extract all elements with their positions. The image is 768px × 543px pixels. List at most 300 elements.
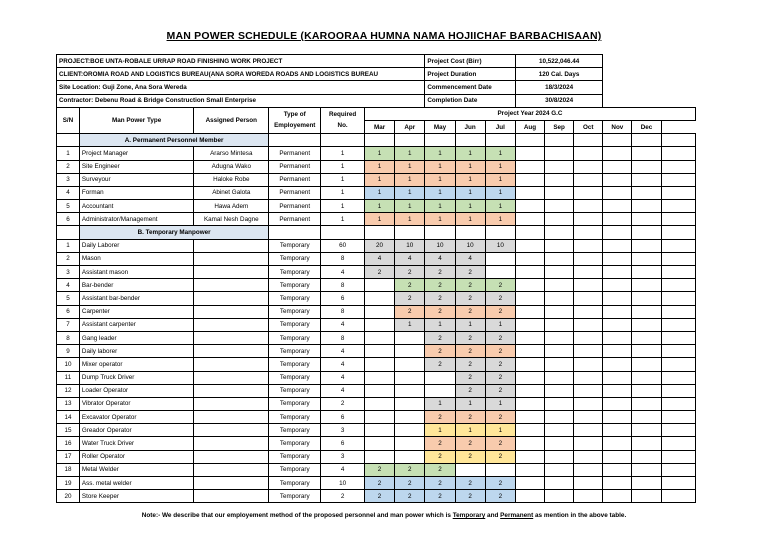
project-info-value: 30/8/2024 — [515, 94, 602, 107]
row-month-value: 2 — [395, 477, 425, 490]
row-month-value: 2 — [455, 411, 485, 424]
row-month-value: 2 — [395, 292, 425, 305]
row-month-value: 2 — [425, 477, 455, 490]
row-required-no: 4 — [321, 358, 365, 371]
row-month-value — [545, 186, 574, 199]
row-employment-type: Temporary — [269, 424, 321, 437]
row-month-value: 1 — [455, 200, 485, 213]
cell — [574, 134, 603, 147]
row-month-value: 1 — [364, 160, 394, 173]
project-info-key: Project Duration — [425, 68, 516, 81]
manpower-schedule-table — [56, 54, 696, 503]
table-row — [57, 358, 696, 371]
row-month-value — [603, 147, 632, 160]
row-assigned-person — [194, 239, 269, 252]
row-month-value — [574, 252, 603, 265]
row-assigned-person — [194, 331, 269, 344]
row-month-value — [545, 424, 574, 437]
row-month-value — [545, 279, 574, 292]
row-sn: 7 — [57, 318, 80, 331]
table-row — [57, 437, 696, 450]
row-employment-type: Temporary — [269, 345, 321, 358]
section-header-row — [57, 134, 696, 147]
row-month-value: 1 — [485, 186, 515, 199]
row-sn: 11 — [57, 371, 80, 384]
row-required-no: 6 — [321, 292, 365, 305]
row-assigned-person — [194, 411, 269, 424]
row-month-value — [395, 450, 425, 463]
row-month-value — [603, 200, 632, 213]
row-sn: 4 — [57, 186, 80, 199]
table-row — [57, 424, 696, 437]
row-month-value: 1 — [455, 173, 485, 186]
project-info-row — [57, 68, 696, 81]
row-month-value: 1 — [425, 160, 455, 173]
cell — [321, 226, 365, 239]
row-assigned-person — [194, 397, 269, 410]
row-month-value — [545, 477, 574, 490]
cell — [661, 331, 695, 344]
row-employment-type: Permanent — [269, 160, 321, 173]
blank-cell — [603, 55, 696, 68]
row-month-value: 2 — [455, 371, 485, 384]
header-person: Assigned Person — [194, 107, 269, 133]
header-employment: Type of Employement — [269, 107, 321, 133]
row-assigned-person — [194, 345, 269, 358]
row-manpower-type: Greador Operator — [79, 424, 193, 437]
cell — [661, 397, 695, 410]
row-sn: 10 — [57, 358, 80, 371]
row-manpower-type: Surveyour — [79, 173, 193, 186]
header-month: Apr — [395, 120, 425, 133]
table-row — [57, 371, 696, 384]
row-month-value — [574, 490, 603, 503]
row-employment-type: Temporary — [269, 252, 321, 265]
blank-cell — [603, 68, 696, 81]
row-month-value — [545, 450, 574, 463]
row-required-no: 4 — [321, 345, 365, 358]
row-month-value: 1 — [425, 186, 455, 199]
cell — [455, 134, 485, 147]
row-month-value — [603, 266, 632, 279]
row-month-value — [574, 371, 603, 384]
row-assigned-person: Adugna Wako — [194, 160, 269, 173]
cell — [661, 345, 695, 358]
row-required-no: 4 — [321, 371, 365, 384]
row-month-value: 1 — [455, 318, 485, 331]
table-row — [57, 450, 696, 463]
row-employment-type: Permanent — [269, 213, 321, 226]
row-month-value: 1 — [455, 213, 485, 226]
row-month-value — [574, 279, 603, 292]
header-type: Man Power Type — [79, 107, 193, 133]
cell — [321, 134, 365, 147]
row-manpower-type: Store Keeper — [79, 490, 193, 503]
row-month-value — [603, 477, 632, 490]
row-employment-type: Temporary — [269, 411, 321, 424]
row-month-value — [603, 345, 632, 358]
row-employment-type: Temporary — [269, 490, 321, 503]
row-month-value — [515, 213, 544, 226]
row-month-value — [603, 384, 632, 397]
row-month-value — [545, 305, 574, 318]
row-month-value — [545, 384, 574, 397]
row-sn: 3 — [57, 173, 80, 186]
row-employment-type: Permanent — [269, 200, 321, 213]
row-month-value: 1 — [485, 397, 515, 410]
blank-cell — [603, 94, 696, 107]
row-month-value: 2 — [485, 437, 515, 450]
row-month-value — [515, 186, 544, 199]
row-month-value — [515, 345, 544, 358]
note-mid: and — [485, 512, 501, 519]
row-month-value — [632, 450, 661, 463]
cell — [661, 463, 695, 476]
row-month-value — [425, 384, 455, 397]
row-month-value — [545, 266, 574, 279]
cell — [661, 266, 695, 279]
row-month-value: 2 — [425, 266, 455, 279]
row-month-value — [603, 318, 632, 331]
row-month-value — [632, 371, 661, 384]
row-manpower-type: Daily Laborer — [79, 239, 193, 252]
row-month-value: 2 — [425, 358, 455, 371]
cell — [661, 147, 695, 160]
cell — [632, 226, 661, 239]
blank-cell — [603, 81, 696, 94]
row-sn: 20 — [57, 490, 80, 503]
row-month-value — [364, 318, 394, 331]
row-month-value — [574, 424, 603, 437]
row-month-value — [515, 463, 544, 476]
row-month-value: 4 — [364, 252, 394, 265]
row-assigned-person — [194, 358, 269, 371]
row-month-value — [603, 424, 632, 437]
row-month-value — [545, 411, 574, 424]
row-month-value: 2 — [455, 345, 485, 358]
row-month-value: 2 — [425, 331, 455, 344]
row-month-value — [485, 266, 515, 279]
row-assigned-person: Haloke Robe — [194, 173, 269, 186]
row-month-value — [632, 384, 661, 397]
row-month-value: 1 — [485, 173, 515, 186]
row-month-value — [603, 160, 632, 173]
row-month-value: 10 — [425, 239, 455, 252]
row-month-value — [364, 371, 394, 384]
row-month-value — [574, 318, 603, 331]
row-month-value: 1 — [395, 173, 425, 186]
row-month-value — [574, 384, 603, 397]
row-required-no: 3 — [321, 424, 365, 437]
row-month-value — [515, 450, 544, 463]
row-employment-type: Temporary — [269, 279, 321, 292]
row-month-value: 1 — [425, 318, 455, 331]
row-required-no: 8 — [321, 331, 365, 344]
row-assigned-person: Abinet Galota — [194, 186, 269, 199]
row-assigned-person: Ararso Mintesa — [194, 147, 269, 160]
row-month-value: 1 — [425, 200, 455, 213]
row-sn: 6 — [57, 213, 80, 226]
row-month-value: 1 — [425, 213, 455, 226]
row-manpower-type: Carpenter — [79, 305, 193, 318]
cell — [632, 134, 661, 147]
row-month-value — [574, 266, 603, 279]
row-month-value — [395, 411, 425, 424]
row-month-value — [574, 292, 603, 305]
row-assigned-person: Hawa Adem — [194, 200, 269, 213]
row-month-value — [364, 397, 394, 410]
row-month-value — [574, 450, 603, 463]
row-month-value — [395, 358, 425, 371]
row-month-value — [574, 147, 603, 160]
row-month-value — [545, 213, 574, 226]
row-month-value: 2 — [455, 450, 485, 463]
row-manpower-type: Forman — [79, 186, 193, 199]
row-required-no: 4 — [321, 318, 365, 331]
row-month-value — [545, 345, 574, 358]
row-employment-type: Temporary — [269, 371, 321, 384]
footer-note — [0, 512, 768, 519]
cell — [661, 239, 695, 252]
cell — [661, 450, 695, 463]
cell — [395, 134, 425, 147]
row-month-value — [515, 477, 544, 490]
cell — [425, 134, 455, 147]
row-employment-type: Temporary — [269, 477, 321, 490]
row-month-value: 2 — [395, 266, 425, 279]
row-manpower-type: Administrator/Management — [79, 213, 193, 226]
row-month-value — [574, 213, 603, 226]
row-month-value — [632, 463, 661, 476]
row-assigned-person — [194, 437, 269, 450]
row-month-value: 2 — [455, 266, 485, 279]
project-info-key: Project Cost (Birr) — [425, 55, 516, 68]
row-month-value: 1 — [425, 397, 455, 410]
row-employment-type: Temporary — [269, 397, 321, 410]
row-month-value: 2 — [395, 279, 425, 292]
row-month-value: 2 — [455, 279, 485, 292]
project-info-key: Completion Date — [425, 94, 516, 107]
row-month-value: 4 — [395, 252, 425, 265]
row-month-value — [632, 279, 661, 292]
row-month-value: 1 — [364, 200, 394, 213]
row-month-value: 1 — [395, 186, 425, 199]
row-required-no: 60 — [321, 239, 365, 252]
row-required-no: 1 — [321, 213, 365, 226]
row-month-value — [574, 239, 603, 252]
row-month-value — [574, 200, 603, 213]
row-month-value — [574, 463, 603, 476]
row-month-value: 2 — [455, 384, 485, 397]
row-month-value — [545, 292, 574, 305]
row-month-value — [603, 252, 632, 265]
row-month-value: 1 — [395, 147, 425, 160]
cell — [603, 134, 632, 147]
row-month-value: 2 — [364, 266, 394, 279]
row-month-value — [632, 358, 661, 371]
row-month-value: 2 — [485, 371, 515, 384]
row-month-value — [632, 397, 661, 410]
cell — [661, 213, 695, 226]
cell — [395, 226, 425, 239]
cell — [603, 226, 632, 239]
cell — [661, 186, 695, 199]
row-month-value: 2 — [485, 305, 515, 318]
row-month-value — [603, 463, 632, 476]
row-month-value: 2 — [485, 331, 515, 344]
note-suffix: as mention in the above table. — [533, 512, 627, 519]
row-month-value — [603, 490, 632, 503]
row-month-value: 2 — [425, 305, 455, 318]
cell — [661, 252, 695, 265]
row-sn: 9 — [57, 345, 80, 358]
row-month-value — [395, 424, 425, 437]
header-month: Sep — [545, 120, 574, 133]
row-month-value: 1 — [485, 160, 515, 173]
row-month-value — [545, 147, 574, 160]
row-month-value: 2 — [485, 279, 515, 292]
row-month-value — [603, 411, 632, 424]
row-month-value — [632, 411, 661, 424]
cell — [269, 134, 321, 147]
table-row — [57, 200, 696, 213]
row-month-value: 2 — [425, 437, 455, 450]
section-label: B. Temporary Manpower — [79, 226, 268, 239]
row-month-value — [632, 305, 661, 318]
header-month: Aug — [515, 120, 544, 133]
row-employment-type: Temporary — [269, 331, 321, 344]
row-month-value — [515, 266, 544, 279]
header-month: Jul — [485, 120, 515, 133]
row-month-value — [603, 239, 632, 252]
table-row — [57, 318, 696, 331]
cell — [364, 134, 394, 147]
row-month-value — [603, 437, 632, 450]
row-employment-type: Temporary — [269, 450, 321, 463]
row-month-value — [515, 173, 544, 186]
row-sn: 8 — [57, 331, 80, 344]
row-manpower-type: Water Truck Driver — [79, 437, 193, 450]
row-month-value: 2 — [395, 490, 425, 503]
row-month-value — [632, 239, 661, 252]
project-info-label: Contractor: Debenu Road & Bridge Construction Small Enterprise — [57, 94, 425, 107]
row-month-value — [364, 305, 394, 318]
row-month-value — [364, 411, 394, 424]
row-month-value — [515, 331, 544, 344]
row-month-value: 2 — [455, 477, 485, 490]
row-month-value — [603, 173, 632, 186]
row-sn: 16 — [57, 437, 80, 450]
cell — [515, 134, 544, 147]
row-month-value — [574, 345, 603, 358]
header-required: Required No. — [321, 107, 365, 133]
row-month-value: 2 — [364, 463, 394, 476]
cell — [661, 358, 695, 371]
row-month-value — [632, 424, 661, 437]
row-assigned-person — [194, 463, 269, 476]
row-month-value: 2 — [485, 358, 515, 371]
header-sn: S/N — [57, 107, 80, 133]
row-employment-type: Permanent — [269, 173, 321, 186]
row-month-value: 2 — [485, 411, 515, 424]
note-prefix: Note:- We describe that our employement method of the proposed personnel and man power which is — [141, 512, 453, 519]
row-month-value — [364, 345, 394, 358]
cell — [661, 173, 695, 186]
row-sn: 5 — [57, 292, 80, 305]
row-manpower-type: Loader Operator — [79, 384, 193, 397]
row-month-value: 2 — [425, 411, 455, 424]
row-assigned-person — [194, 292, 269, 305]
row-month-value — [574, 477, 603, 490]
row-required-no: 1 — [321, 173, 365, 186]
row-month-value: 1 — [485, 424, 515, 437]
row-month-value: 2 — [395, 463, 425, 476]
row-month-value: 4 — [425, 252, 455, 265]
row-month-value — [395, 437, 425, 450]
row-month-value: 2 — [485, 345, 515, 358]
row-month-value: 10 — [485, 239, 515, 252]
row-month-value: 1 — [364, 147, 394, 160]
row-sn: 6 — [57, 305, 80, 318]
row-month-value: 2 — [455, 292, 485, 305]
column-header-row — [57, 107, 696, 120]
row-month-value: 2 — [485, 490, 515, 503]
project-info-row — [57, 94, 696, 107]
row-sn: 5 — [57, 200, 80, 213]
row-month-value — [364, 424, 394, 437]
row-month-value — [364, 279, 394, 292]
row-month-value — [515, 239, 544, 252]
row-employment-type: Temporary — [269, 384, 321, 397]
row-manpower-type: Gang leader — [79, 331, 193, 344]
row-month-value — [515, 318, 544, 331]
header-project-year: Project Year 2024 G.C — [364, 107, 695, 120]
row-month-value: 4 — [455, 252, 485, 265]
row-month-value — [545, 437, 574, 450]
row-required-no: 1 — [321, 200, 365, 213]
row-month-value: 2 — [395, 305, 425, 318]
row-month-value — [515, 490, 544, 503]
project-info-row — [57, 55, 696, 68]
row-month-value — [395, 331, 425, 344]
row-month-value — [632, 331, 661, 344]
row-month-value — [515, 437, 544, 450]
row-month-value — [632, 147, 661, 160]
cell — [661, 292, 695, 305]
row-month-value — [395, 371, 425, 384]
row-month-value — [515, 160, 544, 173]
project-info-key: Commencement Date — [425, 81, 516, 94]
row-month-value — [515, 252, 544, 265]
table-row — [57, 490, 696, 503]
row-month-value — [603, 358, 632, 371]
row-manpower-type: Project Manager — [79, 147, 193, 160]
header-month: Jun — [455, 120, 485, 133]
project-info-row — [57, 81, 696, 94]
row-month-value: 1 — [455, 397, 485, 410]
row-month-value: 1 — [485, 147, 515, 160]
row-required-no: 2 — [321, 490, 365, 503]
row-month-value — [574, 186, 603, 199]
row-required-no: 1 — [321, 160, 365, 173]
row-employment-type: Temporary — [269, 292, 321, 305]
row-sn: 19 — [57, 477, 80, 490]
row-month-value — [632, 490, 661, 503]
row-month-value: 1 — [395, 160, 425, 173]
row-month-value — [545, 490, 574, 503]
section-label: A. Permanent Personnel Member — [79, 134, 268, 147]
row-month-value — [364, 292, 394, 305]
